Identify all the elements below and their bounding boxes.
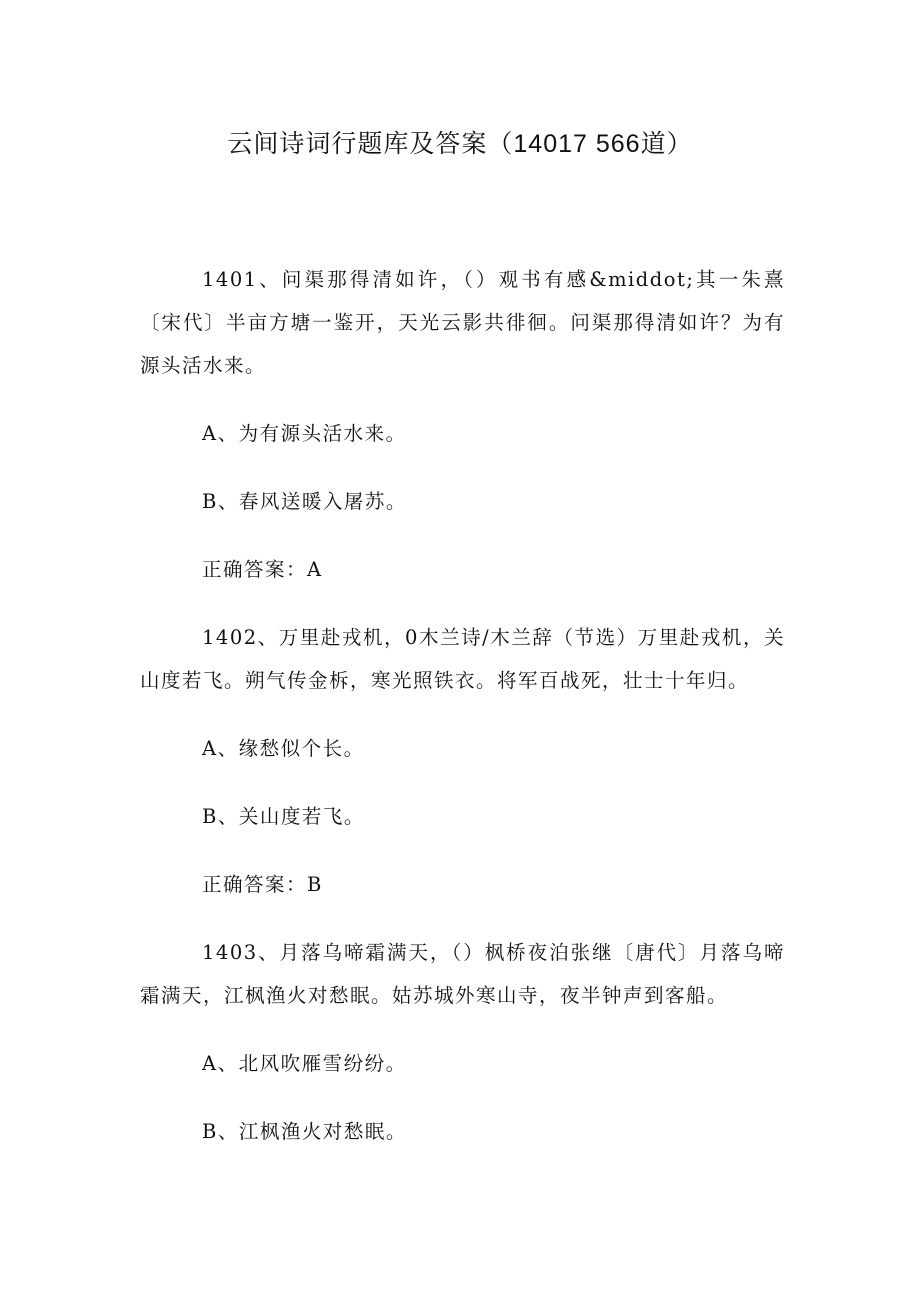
- correct-answer: 正确答案：B: [202, 873, 323, 896]
- option-b: B、关山度若飞。: [202, 805, 365, 828]
- document-title: 云间诗词行题库及答案（14017 566道）: [227, 130, 693, 158]
- option-a: A、为有源头活水来。: [202, 422, 407, 445]
- question-block: [140, 258, 785, 591]
- question-stem: 1402、万里赴戎机，0木兰诗/木兰辞（节选）万里赴戎机，关山度若飞。朔气传金柝，寒光照铁衣。将军百战死，壮士十年归。: [140, 626, 785, 692]
- question-block: [140, 931, 785, 1153]
- option-b: B、江枫渔火对愁眠。: [202, 1120, 407, 1143]
- option-a: A、缘愁似个长。: [202, 737, 365, 760]
- question-block: [140, 616, 785, 906]
- option-b: B、春风送暖入屠苏。: [202, 490, 407, 513]
- question-stem: 1403、月落乌啼霜满天，（）枫桥夜泊张继〔唐代〕月落乌啼霜满天，江枫渔火对愁眠。姑苏城外寒山寺，夜半钟声到客船。: [140, 941, 785, 1007]
- correct-answer: 正确答案：A: [202, 558, 323, 581]
- option-a: A、北风吹雁雪纷纷。: [202, 1052, 407, 1075]
- document-body: [140, 258, 785, 1178]
- question-stem: 1401、问渠那得清如许，（）观书有感&middot;其一朱熹〔宋代〕半亩方塘一鉴开，天光云影共徘徊。问渠那得清如许？为有源头活水来。: [140, 268, 785, 377]
